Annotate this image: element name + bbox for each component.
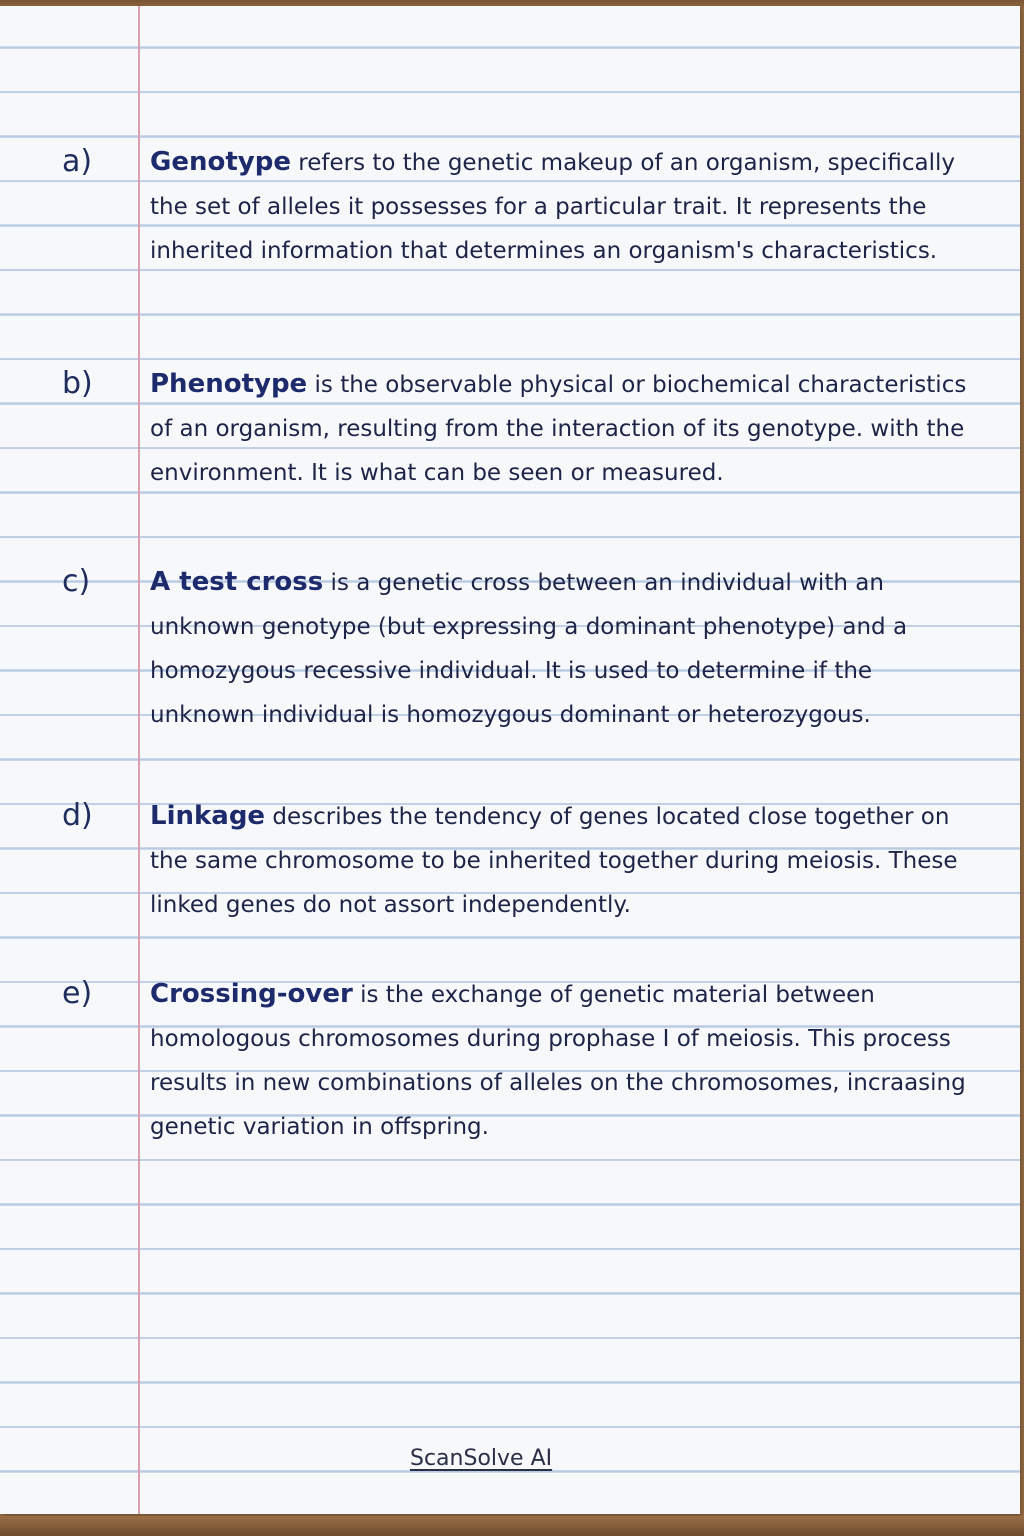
entry-body xyxy=(150,362,980,495)
entry-label: d) xyxy=(62,798,93,833)
notebook-page xyxy=(0,6,1020,1514)
entry-body xyxy=(150,140,980,273)
entry-term: Linkage xyxy=(150,801,266,831)
entry-term: Phenotype xyxy=(150,369,308,399)
entry-text: is the exchange of genetic material between homologous chromosomes during prophase I of meiosis. This process results in new combinations of alleles on the chromosomes, incraasing genetic variation in offspring. xyxy=(150,982,966,1140)
footer-watermark: ScanSolve AI xyxy=(410,1446,553,1471)
margin-line xyxy=(138,6,140,1514)
entry-term: A test cross xyxy=(150,567,324,597)
entry-body xyxy=(150,972,980,1149)
entry-label: c) xyxy=(62,564,91,599)
entry-term: Crossing-over xyxy=(150,979,353,1009)
entry-label: b) xyxy=(62,366,93,401)
entry-text: is the observable physical or biochemical characteristics of an organism, resulting from the interaction of its genotype. with the environment. It is what can be seen or measured. xyxy=(150,372,967,486)
entry-term: Genotype xyxy=(150,147,291,177)
entry-label: a) xyxy=(62,144,93,179)
entry-body xyxy=(150,794,980,927)
entry-label: e) xyxy=(62,976,93,1011)
entry-body xyxy=(150,560,980,737)
entry-text: refers to the genetic makeup of an organism, specifically the set of alleles it possesses for a particular trait. It represents the inherited information that determines an organism's characteristics. xyxy=(150,150,955,264)
entry-text: is a genetic cross between an individual with an unknown genotype (but expressing a dominant phenotype) and a homozygous recessive individual. It is used to determine if the unknown individual is homozygous dominant or heterozygous. xyxy=(150,570,908,728)
desk-surface-bottom xyxy=(0,1516,1024,1536)
entry-text: describes the tendency of genes located close together on the same chromosome to be inherited together during meiosis. These linked genes do not assort independently. xyxy=(150,804,958,918)
